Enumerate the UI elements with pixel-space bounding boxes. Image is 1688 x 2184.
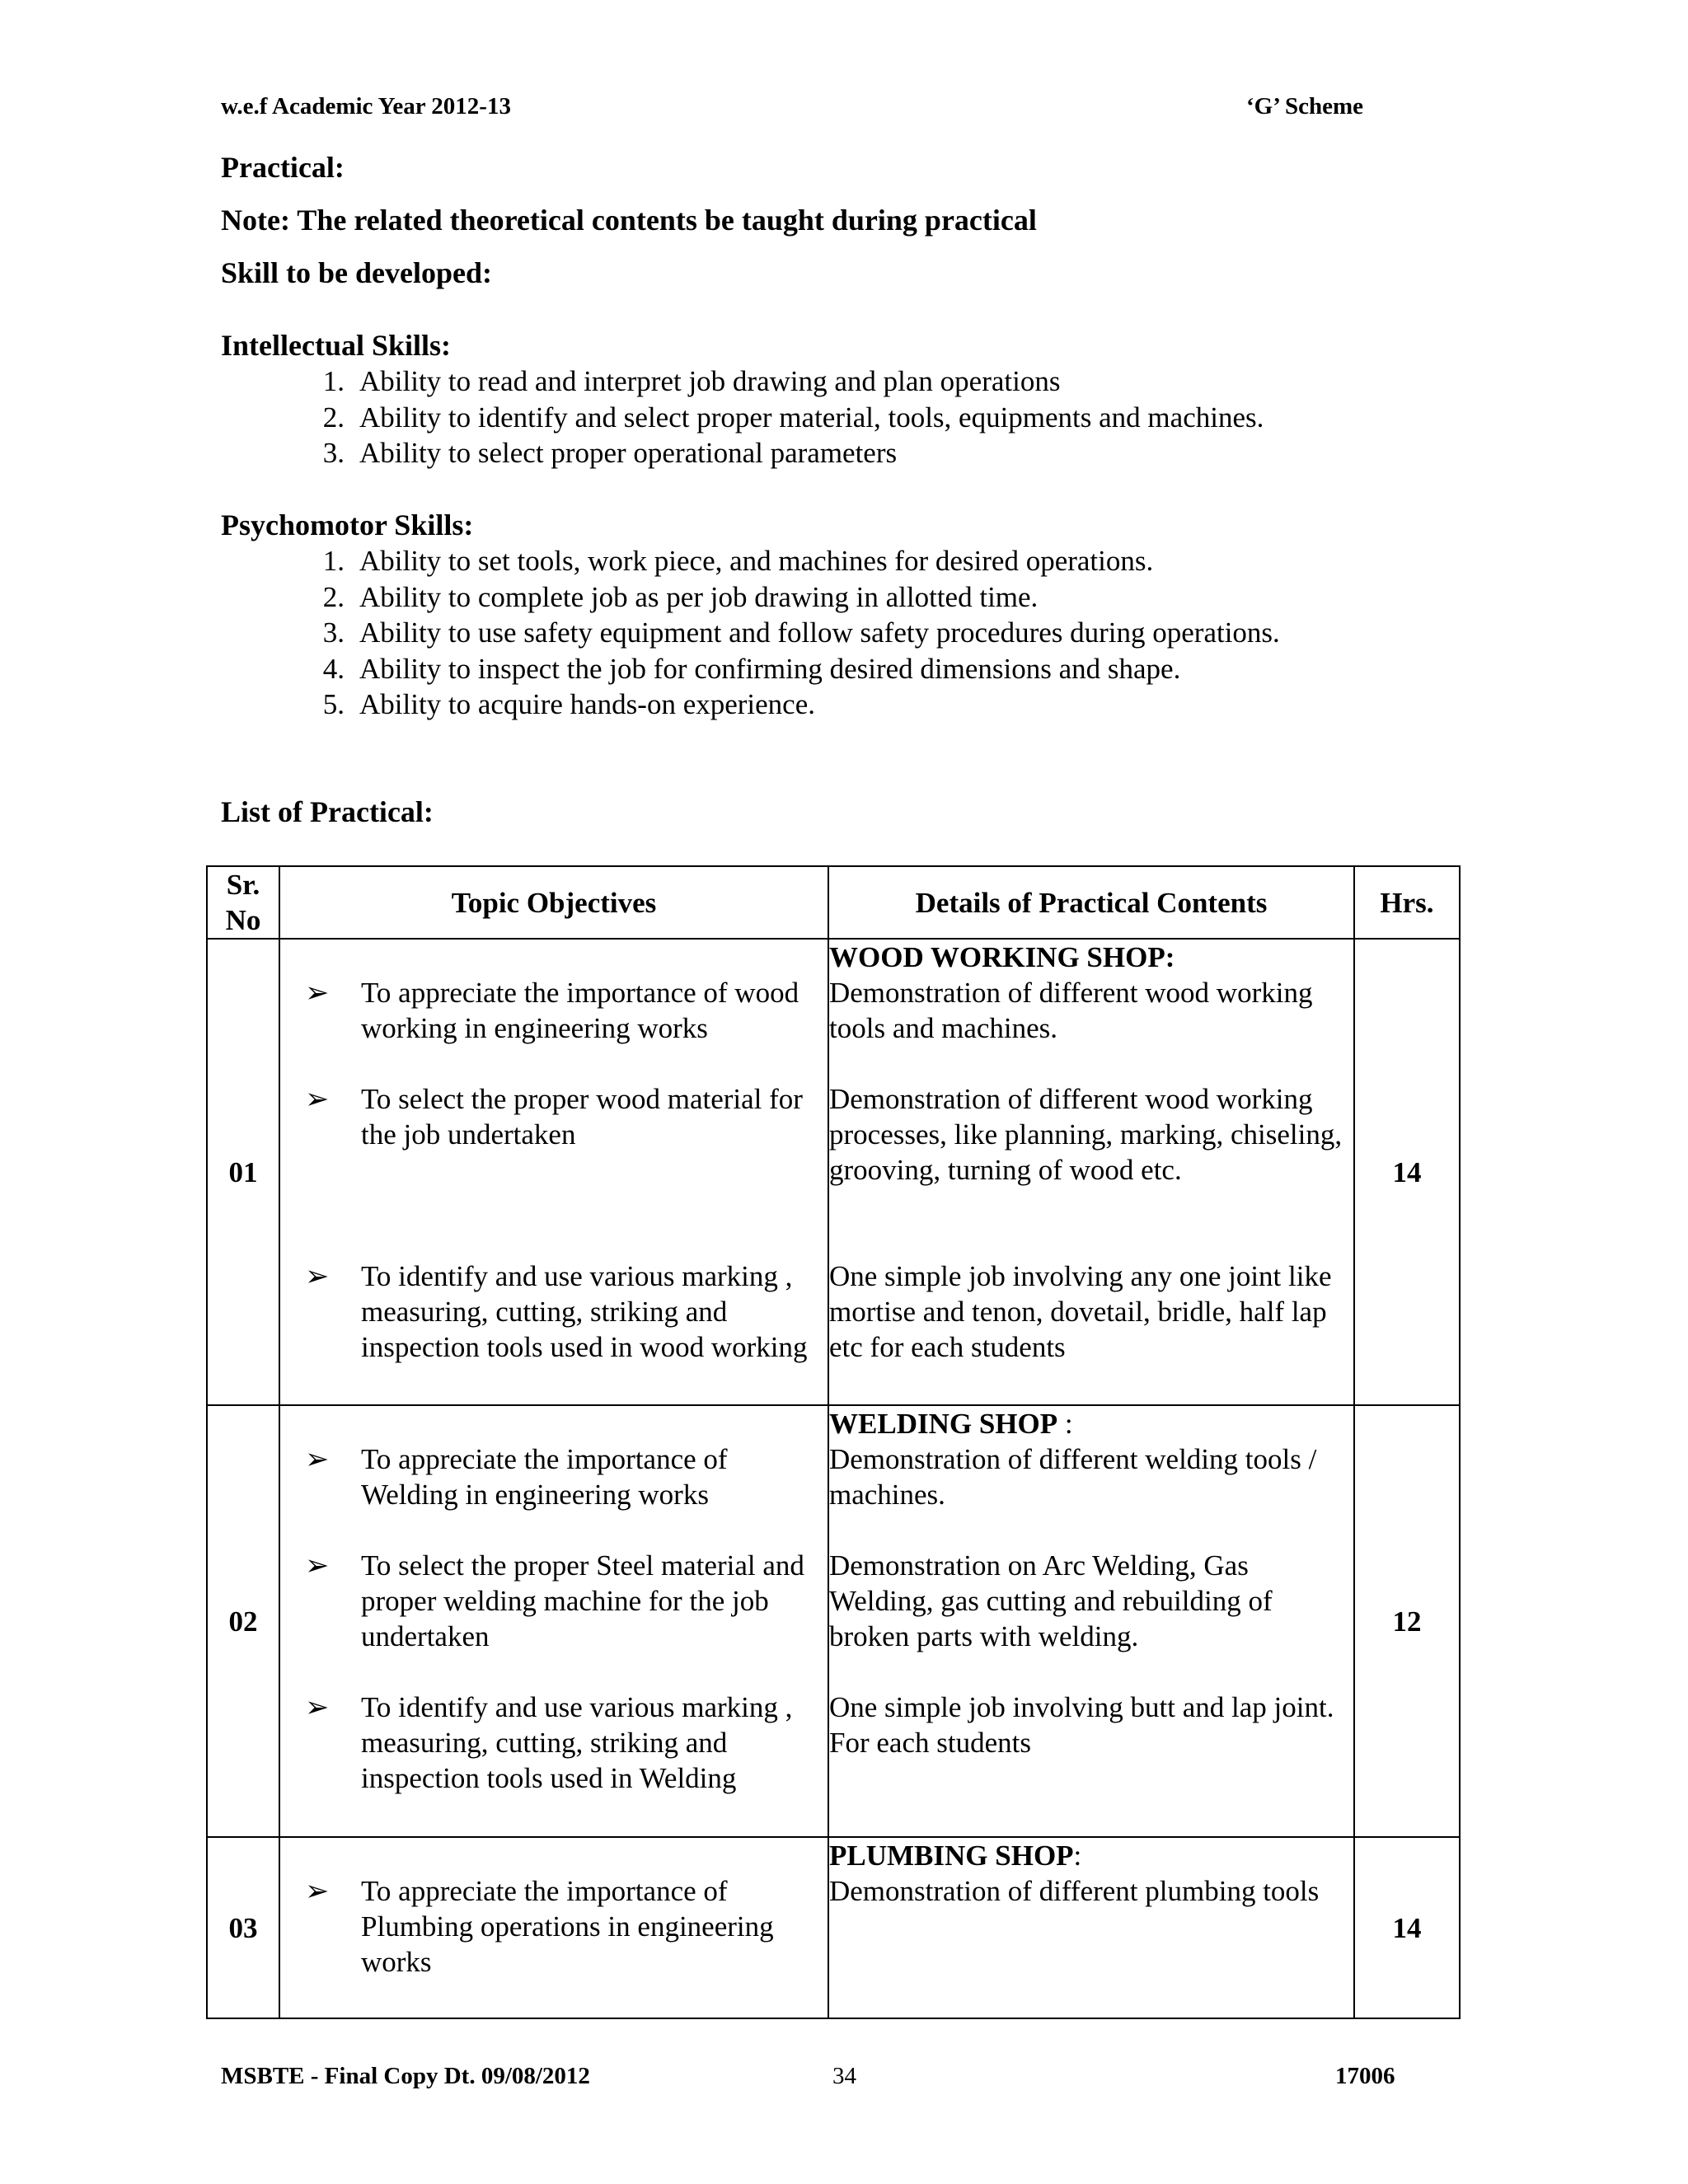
table-header-row	[207, 866, 1460, 939]
list-item: 1. Ability to read and interpret job drawing and plan operations	[322, 365, 1061, 397]
header-academic-year: w.e.f Academic Year 2012-13	[221, 93, 511, 120]
practical-details-cell: WOOD WORKING SHOP: Demonstration of different wood working tools and machines. Demonstration of different wood working processes, like planning, marking, chiseling, grooving, turning of wood etc. One simple job involving any one joint like mortise and tenon, dovetail, bridle, half lap etc for each students	[828, 939, 1354, 1405]
sr-no-cell: 03	[207, 1837, 279, 2018]
list-item: 2. Ability to identify and select proper material, tools, equipments and machines.	[322, 401, 1264, 434]
bullet-arrow-icon: ➢	[305, 977, 330, 1009]
shop-title: PLUMBING SHOP	[829, 1840, 1074, 1872]
table-row	[207, 1405, 1460, 1837]
list-item: 2. Ability to complete job as per job drawing in allotted time.	[322, 580, 1039, 613]
bullet-arrow-icon: ➢	[305, 1549, 330, 1582]
bullet-arrow-icon: ➢	[305, 1691, 330, 1723]
topic-objectives-cell: ➢ To appreciate the importance of Plumbing operations in engineering works	[279, 1837, 828, 2018]
bullet-arrow-icon: ➢	[305, 1083, 330, 1115]
hours-cell: 14	[1354, 939, 1460, 1405]
intellectual-skills-heading: Intellectual Skills:	[221, 329, 452, 362]
col-header-topic: Topic Objectives	[279, 866, 828, 939]
practical-details-cell: PLUMBING SHOP: Demonstration of different plumbing tools	[828, 1837, 1354, 2018]
list-item: 1. Ability to set tools, work piece, and machines for desired operations.	[322, 545, 1154, 577]
sr-no-cell: 01	[207, 939, 279, 1405]
sr-no-cell: 02	[207, 1405, 279, 1837]
list-item: 4. Ability to inspect the job for confirming desired dimensions and shape.	[322, 652, 1181, 685]
shop-title: WELDING SHOP	[829, 1408, 1058, 1440]
footer-copy-date: MSBTE - Final Copy Dt. 09/08/2012	[221, 2063, 590, 2089]
bullet-arrow-icon: ➢	[305, 1443, 330, 1475]
hours-cell: 14	[1354, 1837, 1460, 2018]
col-header-details: Details of Practical Contents	[828, 866, 1354, 939]
topic-objectives-cell: ➢ To appreciate the importance of Welding in engineering works ➢ To select the proper Steel material and proper welding machine for the job undertaken ➢ To identify and use various marking , measuring, cutting, striking and inspection tools used in Welding	[279, 1405, 828, 1837]
psychomotor-skills-heading: Psychomotor Skills:	[221, 509, 474, 541]
psychomotor-skills-list	[305, 543, 1280, 723]
footer-course-code: 17006	[1335, 2063, 1395, 2089]
bullet-arrow-icon: ➢	[305, 1260, 330, 1292]
intellectual-skills-list	[305, 363, 1264, 471]
table-row	[207, 939, 1460, 1405]
hours-cell: 12	[1354, 1405, 1460, 1837]
topic-objectives-cell: ➢ To appreciate the importance of wood working in engineering works ➢ To select the proper wood material for the job undertaken ➢ To identify and use various marking , measuring, cutting, striking and inspection tools used in wood working	[279, 939, 828, 1405]
list-item: 3. Ability to use safety equipment and follow safety procedures during operations.	[322, 616, 1280, 649]
shop-title: WOOD WORKING SHOP:	[829, 941, 1175, 973]
list-item: 5. Ability to acquire hands-on experience.	[322, 688, 815, 720]
practical-table	[206, 865, 1461, 2019]
note-text: Note: The related theoretical contents be taught during practical	[221, 204, 1037, 237]
list-of-practical-heading: List of Practical:	[221, 795, 434, 828]
practical-details-cell: WELDING SHOP : Demonstration of different welding tools / machines. Demonstration on Arc Welding, Gas Welding, gas cutting and rebuilding of broken parts with welding. One simple job involving butt and lap joint. For each students	[828, 1405, 1354, 1837]
page-number: 34	[832, 2063, 856, 2089]
bullet-arrow-icon: ➢	[305, 1875, 330, 1907]
col-header-hrs: Hrs.	[1354, 866, 1460, 939]
col-header-sr: Sr. No	[207, 866, 279, 939]
table-row	[207, 1837, 1460, 2018]
list-item: 3. Ability to select proper operational parameters	[322, 437, 898, 469]
skill-heading: Skill to be developed:	[221, 256, 493, 289]
header-scheme: ‘G’ Scheme	[1246, 93, 1363, 120]
practical-heading: Practical:	[221, 151, 345, 184]
